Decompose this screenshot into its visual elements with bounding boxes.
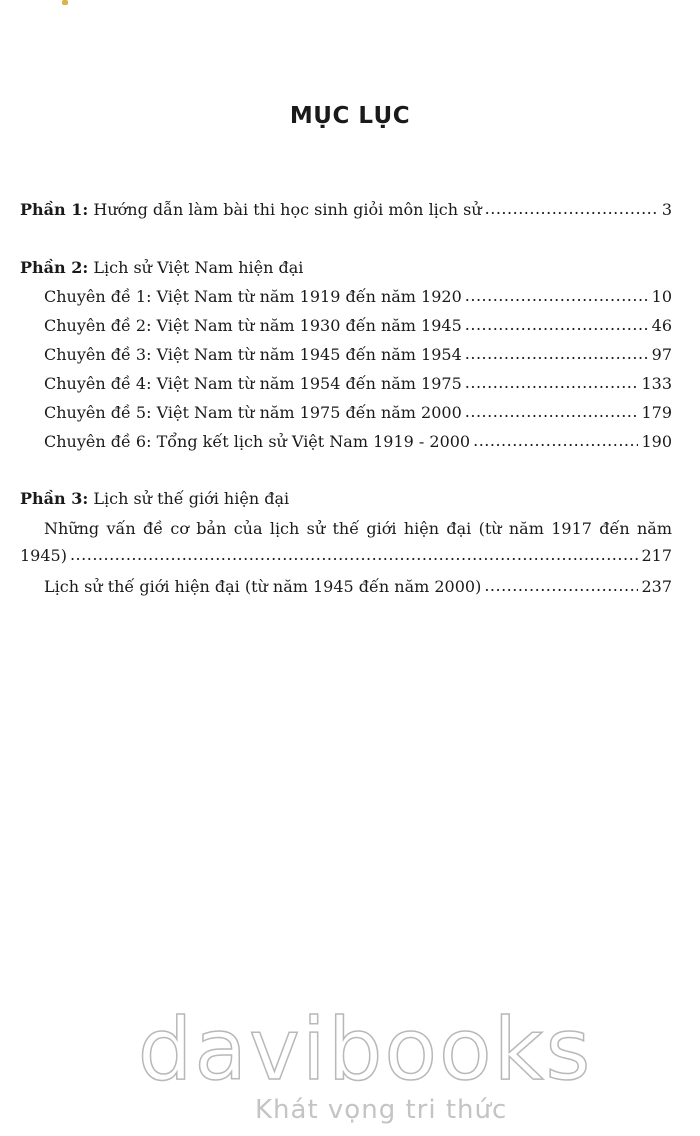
toc-entry-label: Chuyên đề 3: Việt Nam từ năm 1945 đến năm 1954 bbox=[44, 345, 462, 364]
watermark-brand: davibooks bbox=[137, 1000, 593, 1100]
toc-part-2-number: Phần 2: bbox=[20, 258, 89, 277]
dot-leader bbox=[465, 314, 649, 336]
toc-entry-label: Chuyên đề 6: Tổng kết lịch sử Việt Nam 1919 - 2000 bbox=[44, 432, 471, 451]
toc-entry[interactable] bbox=[44, 373, 672, 395]
toc-part-1-page: 3 bbox=[661, 200, 672, 219]
toc-entry[interactable] bbox=[20, 545, 672, 567]
toc-entry[interactable] bbox=[44, 431, 672, 453]
toc-entry-page: 237 bbox=[641, 577, 672, 596]
toc-part-1-number: Phần 1: bbox=[20, 200, 89, 219]
toc-entry-label: Lịch sử thế giới hiện đại (từ năm 1945 đến năm 2000) bbox=[44, 577, 482, 596]
toc-entry-label: Chuyên đề 2: Việt Nam từ năm 1930 đến năm 1945 bbox=[44, 316, 462, 335]
toc-part-3-number: Phần 3: bbox=[20, 489, 89, 508]
dot-leader bbox=[485, 198, 659, 220]
dot-leader bbox=[70, 544, 638, 566]
toc-entry-label: Chuyên đề 5: Việt Nam từ năm 1975 đến năm 2000 bbox=[44, 403, 462, 422]
toc-entry-page: 46 bbox=[651, 316, 672, 335]
toc-entry[interactable] bbox=[44, 315, 672, 337]
dot-leader bbox=[465, 285, 649, 307]
page-title: MỤC LỤC bbox=[289, 103, 411, 129]
scan-mark bbox=[62, 0, 68, 5]
toc-part-1[interactable] bbox=[20, 199, 672, 221]
toc-entry-page: 179 bbox=[641, 403, 672, 422]
toc-entry-label-line1[interactable]: Những vấn đề cơ bản của lịch sử thế giới hiện đại (từ năm 1917 đến năm bbox=[44, 519, 672, 538]
toc-part-1-label bbox=[20, 199, 482, 221]
toc-entry[interactable] bbox=[44, 344, 672, 366]
dot-leader bbox=[465, 401, 639, 423]
toc-entry-label-line2: 1945) bbox=[20, 546, 67, 565]
toc-entry-page: 10 bbox=[651, 287, 672, 306]
toc-entry[interactable] bbox=[44, 402, 672, 424]
dot-leader bbox=[484, 575, 638, 597]
toc-part-2-heading bbox=[20, 257, 303, 279]
dot-leader bbox=[465, 343, 649, 365]
toc-entry-label: Chuyên đề 4: Việt Nam từ năm 1954 đến năm 1975 bbox=[44, 374, 462, 393]
toc-entry-page: 217 bbox=[641, 546, 672, 565]
toc-part-2-title: Lịch sử Việt Nam hiện đại bbox=[88, 258, 304, 277]
toc-entry-page: 97 bbox=[651, 345, 672, 364]
toc-entry[interactable] bbox=[44, 576, 672, 598]
toc-entry[interactable] bbox=[44, 286, 672, 308]
toc-part-3-heading bbox=[20, 488, 289, 510]
toc-part-1-title: Hướng dẫn làm bài thi học sinh giỏi môn lịch sử bbox=[88, 200, 482, 219]
watermark-tagline: Khát vọng tri thức bbox=[255, 1095, 508, 1125]
toc-entry-page: 133 bbox=[641, 374, 672, 393]
toc-part-3-title: Lịch sử thế giới hiện đại bbox=[88, 489, 290, 508]
dot-leader bbox=[473, 430, 638, 452]
toc-entry-label: Chuyên đề 1: Việt Nam từ năm 1919 đến năm 1920 bbox=[44, 287, 462, 306]
toc-entry-page: 190 bbox=[641, 432, 672, 451]
dot-leader bbox=[465, 372, 639, 394]
